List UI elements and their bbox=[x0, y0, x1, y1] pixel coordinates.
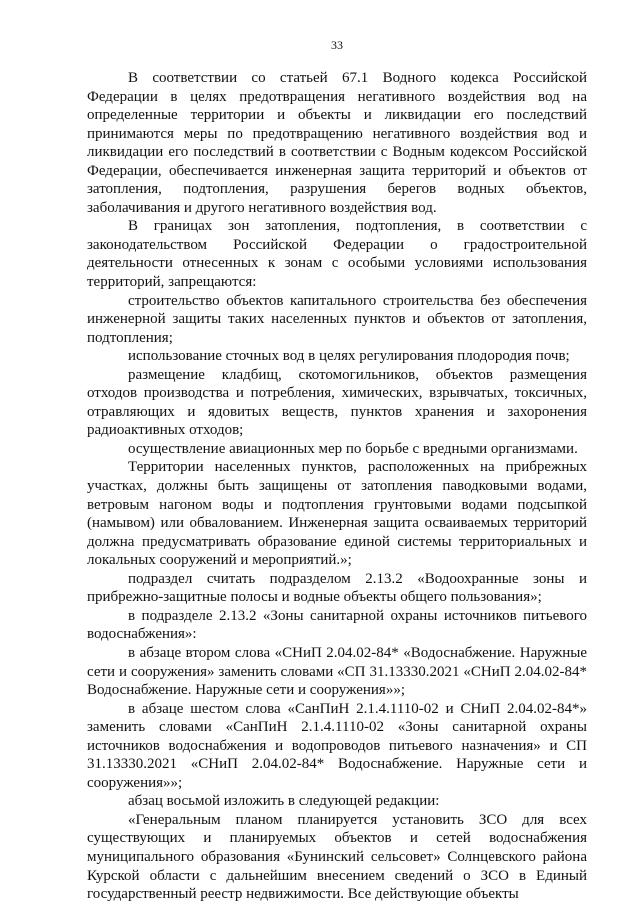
paragraph: строительство объектов капитального строительства без обеспечения инженерной защиты таких населенных пунктов и объектов от затопления, подтопления; bbox=[87, 292, 587, 346]
paragraph: В границах зон затопления, подтопления, в соответствии с законодательством Российской Федерации о градостроительной деятельности отнесенных к зонам с особыми условиями использования территорий, запрещаются: bbox=[87, 218, 587, 291]
paragraph: использование сточных вод в целях регулирования плодородия почв; bbox=[128, 348, 570, 365]
paragraph: «Генеральным планом планируется установить ЗСО для всех существующих и планируемых объектов и сетей водоснабжения муниципального образования «Бунинский сельсовет» Солнцевского района Курской области с дальнейшим внесением сведений о ЗСО в Единый государственный реестр недвижимости. Все действующие объекты bbox=[87, 811, 587, 903]
paragraph: в абзаце шестом слова «СанПиН 2.1.4.1110-02 и СНиП 2.04.02-84*» заменить словами «СанПиН 2.1.4.1110-02 «Зоны санитарной охраны источников водоснабжения и водопроводов питьевого назначения» и СП 31.13330.2021 «СНиП 2.04.02-84* Водоснабжение. Наружные сети и сооружения»»; bbox=[87, 700, 587, 791]
paragraph: размещение кладбищ, скотомогильников, объектов размещения отходов производства и потребления, химических, взрывчатых, токсичных, отравляющих и ядовитых веществ, пунктов хранения и захоронения радиоактивных отходов; bbox=[87, 366, 587, 439]
paragraph: подраздел считать подразделом 2.13.2 «Водоохранные зоны и прибрежно-защитные полосы и водные объекты общего пользования»; bbox=[87, 570, 587, 606]
paragraph: в абзаце втором слова «СНиП 2.04.02-84* «Водоснабжение. Наружные сети и сооружения» заменить словами «СП 31.13330.2021 «СНиП 2.04.02-84* Водоснабжение. Наружные сети и сооружения»»; bbox=[87, 644, 587, 699]
paragraph: в подразделе 2.13.2 «Зоны санитарной охраны источников питьевого водоснабжения»: bbox=[87, 607, 587, 643]
paragraph: В соответствии со статьей 67.1 Водного кодекса Российской Федерации в целях предотвращения негативного воздействия вод на определенные территории и объекты и ликвидации его последствий принимаются меры по предотвращению негативного воздействия вод и ликвидации его последствий в соответствии с Водным кодексом Российской Федерации, обеспечивается инженерная защита территорий и объектов от затопления, подтопления, разрушения берегов водных объектов, заболачивания и другого негативного воздействия вод. bbox=[87, 70, 587, 216]
paragraph: осуществление авиационных мер по борьбе с вредными организмами. bbox=[128, 440, 578, 457]
page-number: 33 bbox=[331, 38, 343, 52]
document-body bbox=[87, 69, 587, 904]
paragraph: Территории населенных пунктов, расположенных на прибрежных участках, должны быть защищены от затопления паводковыми водами, ветровым нагоном воды и подтопления грунтовыми водами подсыпкой (намывом) или обвалованием. Инженерная защита осваиваемых территорий должна предусматривать образование единой системы территориальных и локальных сооружений и мероприятий.»; bbox=[87, 459, 587, 569]
paragraph: абзац восьмой изложить в следующей редакции: bbox=[128, 793, 440, 810]
